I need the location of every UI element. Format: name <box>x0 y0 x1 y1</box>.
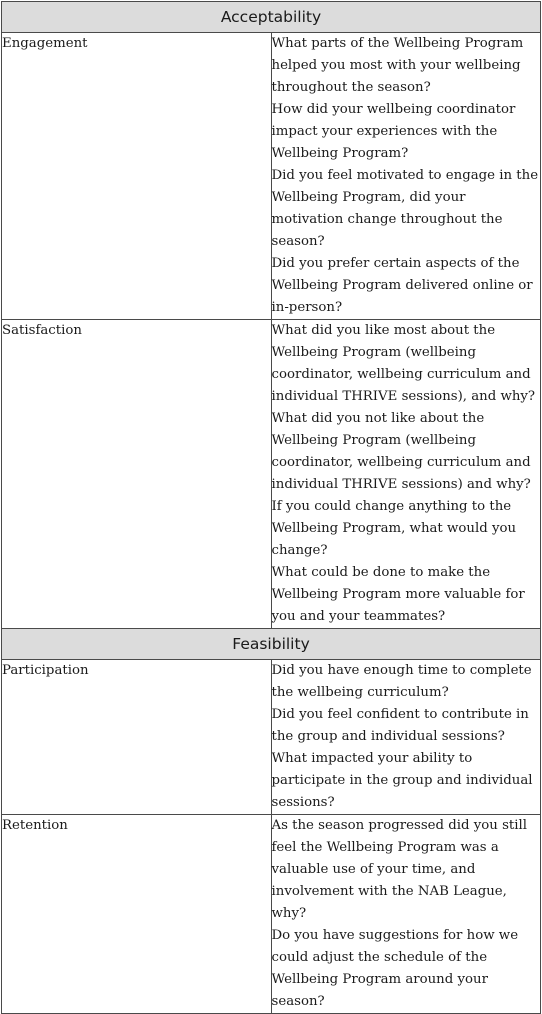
interview-questions-table <box>1 1 541 1014</box>
question-list <box>271 33 541 320</box>
question-list <box>271 320 541 629</box>
question: What could be done to make the Wellbeing Program more valuable for you and your teammates? <box>271 565 525 624</box>
row-label-participation: Participation <box>2 660 272 815</box>
question: What impacted your ability to participate in the group and individual sessions? <box>271 751 533 810</box>
table-row <box>2 33 541 320</box>
row-label-retention: Retention <box>2 815 272 1014</box>
section-header-row <box>2 2 541 33</box>
row-label-engagement: Engagement <box>2 33 272 320</box>
section-title-feasibility: Feasibility <box>2 629 541 660</box>
question: Did you have enough time to complete the wellbeing curriculum? <box>271 663 532 700</box>
question: What parts of the Wellbeing Program helped you most with your wellbeing throughout the season? <box>271 36 524 95</box>
question: Did you prefer certain aspects of the Wellbeing Program delivered online or in-person? <box>271 256 533 315</box>
question-list <box>271 660 541 815</box>
question: What did you like most about the Wellbeing Program (wellbeing coordinator, wellbeing curriculum and individual THRIVE sessions), and why? <box>271 323 536 404</box>
section-header-row <box>2 629 541 660</box>
question: Did you feel motivated to engage in the Wellbeing Program, did your motivation change throughout the season? <box>271 168 539 249</box>
question: How did your wellbeing coordinator impact your experiences with the Wellbeing Program? <box>271 102 516 161</box>
question: Did you feel confident to contribute in the group and individual sessions? <box>271 707 529 744</box>
row-label-satisfaction: Satisfaction <box>2 320 272 629</box>
section-title-acceptability: Acceptability <box>2 2 541 33</box>
question: If you could change anything to the Wellbeing Program, what would you change? <box>271 499 517 558</box>
question: What did you not like about the Wellbeing Program (wellbeing coordinator, wellbeing curriculum and individual THRIVE sessions) and why? <box>271 411 531 492</box>
table-row <box>2 320 541 629</box>
question: Do you have suggestions for how we could adjust the schedule of the Wellbeing Program around your season? <box>271 928 519 1009</box>
table-row <box>2 660 541 815</box>
table-row <box>2 815 541 1014</box>
question-list <box>271 815 541 1014</box>
question: As the season progressed did you still feel the Wellbeing Program was a valuable use of your time, and involvement with the NAB League, why? <box>271 818 527 921</box>
